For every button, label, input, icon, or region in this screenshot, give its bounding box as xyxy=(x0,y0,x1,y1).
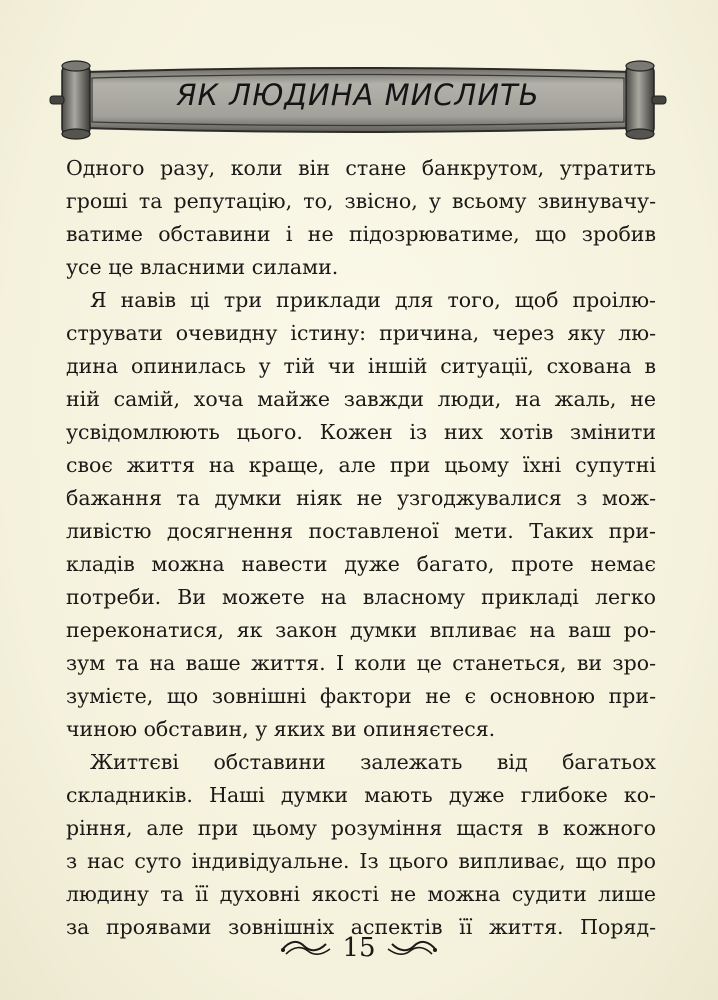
paragraph-2 xyxy=(66,284,656,746)
text-line: зум та на ваше життя. І коли це станеться, ви зро- xyxy=(66,651,656,675)
text-line: людину та її духовні якості не можна судити лише xyxy=(66,882,656,906)
text-line: усвідомлюють цього. Кожен із них хотів змінити xyxy=(66,420,656,444)
text-line: ватиме обставини і не підозрюватиме, що зробив xyxy=(66,222,656,246)
text-line: Життєві обставини залежать від багатьох xyxy=(90,750,656,774)
page-number: 15 xyxy=(342,933,376,963)
text-line: кладів можна навести дуже багато, проте немає xyxy=(66,552,656,576)
header-banner xyxy=(48,58,668,140)
text-line: усе це власними силами. xyxy=(66,255,339,279)
paragraph-3 xyxy=(66,746,656,944)
text-line: переконатися, як закон думки впливає на ваш ро- xyxy=(66,618,656,642)
text-line: Одного разу, коли він стане банкрутом, утратить xyxy=(66,156,656,180)
text-line: за проявами зовнішніх аспектів її життя. Поряд- xyxy=(66,915,656,939)
text-line: складників. Наші думки мають дуже глибоке ко- xyxy=(66,783,656,807)
text-line: потреби. Ви можете на власному прикладі легко xyxy=(66,585,656,609)
text-line: гроші та репутацію, то, звісно, у всьому звинувачу- xyxy=(66,189,656,213)
text-line: ній самій, хоча майже завжди люди, на жаль, не xyxy=(66,387,656,411)
text-line: Я навів ці три приклади для того, щоб проілю- xyxy=(90,288,656,312)
flourish-ornament-icon xyxy=(386,938,438,958)
paragraph-1 xyxy=(66,152,656,284)
text-line: струвати очевидну істину: причина, через яку лю- xyxy=(66,321,656,345)
text-line: чиною обставин, у яких ви опиняєтеся. xyxy=(66,717,496,741)
page-footer xyxy=(0,928,718,968)
text-line: ріння, але при цьому розуміння щастя в кожного xyxy=(66,816,656,840)
text-line: ливістю досягнення поставленої мети. Таких при- xyxy=(66,519,656,543)
text-line: дина опинилась у тій чи іншій ситуації, схована в xyxy=(66,354,656,378)
text-line: своє життя на краще, але при цьому їхні супутні xyxy=(66,453,656,477)
text-line: з нас суто індивідуальне. Із цього випливає, що про xyxy=(66,849,656,873)
flourish-ornament-icon xyxy=(280,938,332,958)
body-text xyxy=(66,152,656,944)
page-title: ЯК ЛЮДИНА МИСЛИТЬ xyxy=(176,78,540,112)
text-line: бажання та думки ніяк не узгоджувалися з мож- xyxy=(66,486,656,510)
text-line: зумієте, що зовнішні фактори не є основною при- xyxy=(66,684,656,708)
